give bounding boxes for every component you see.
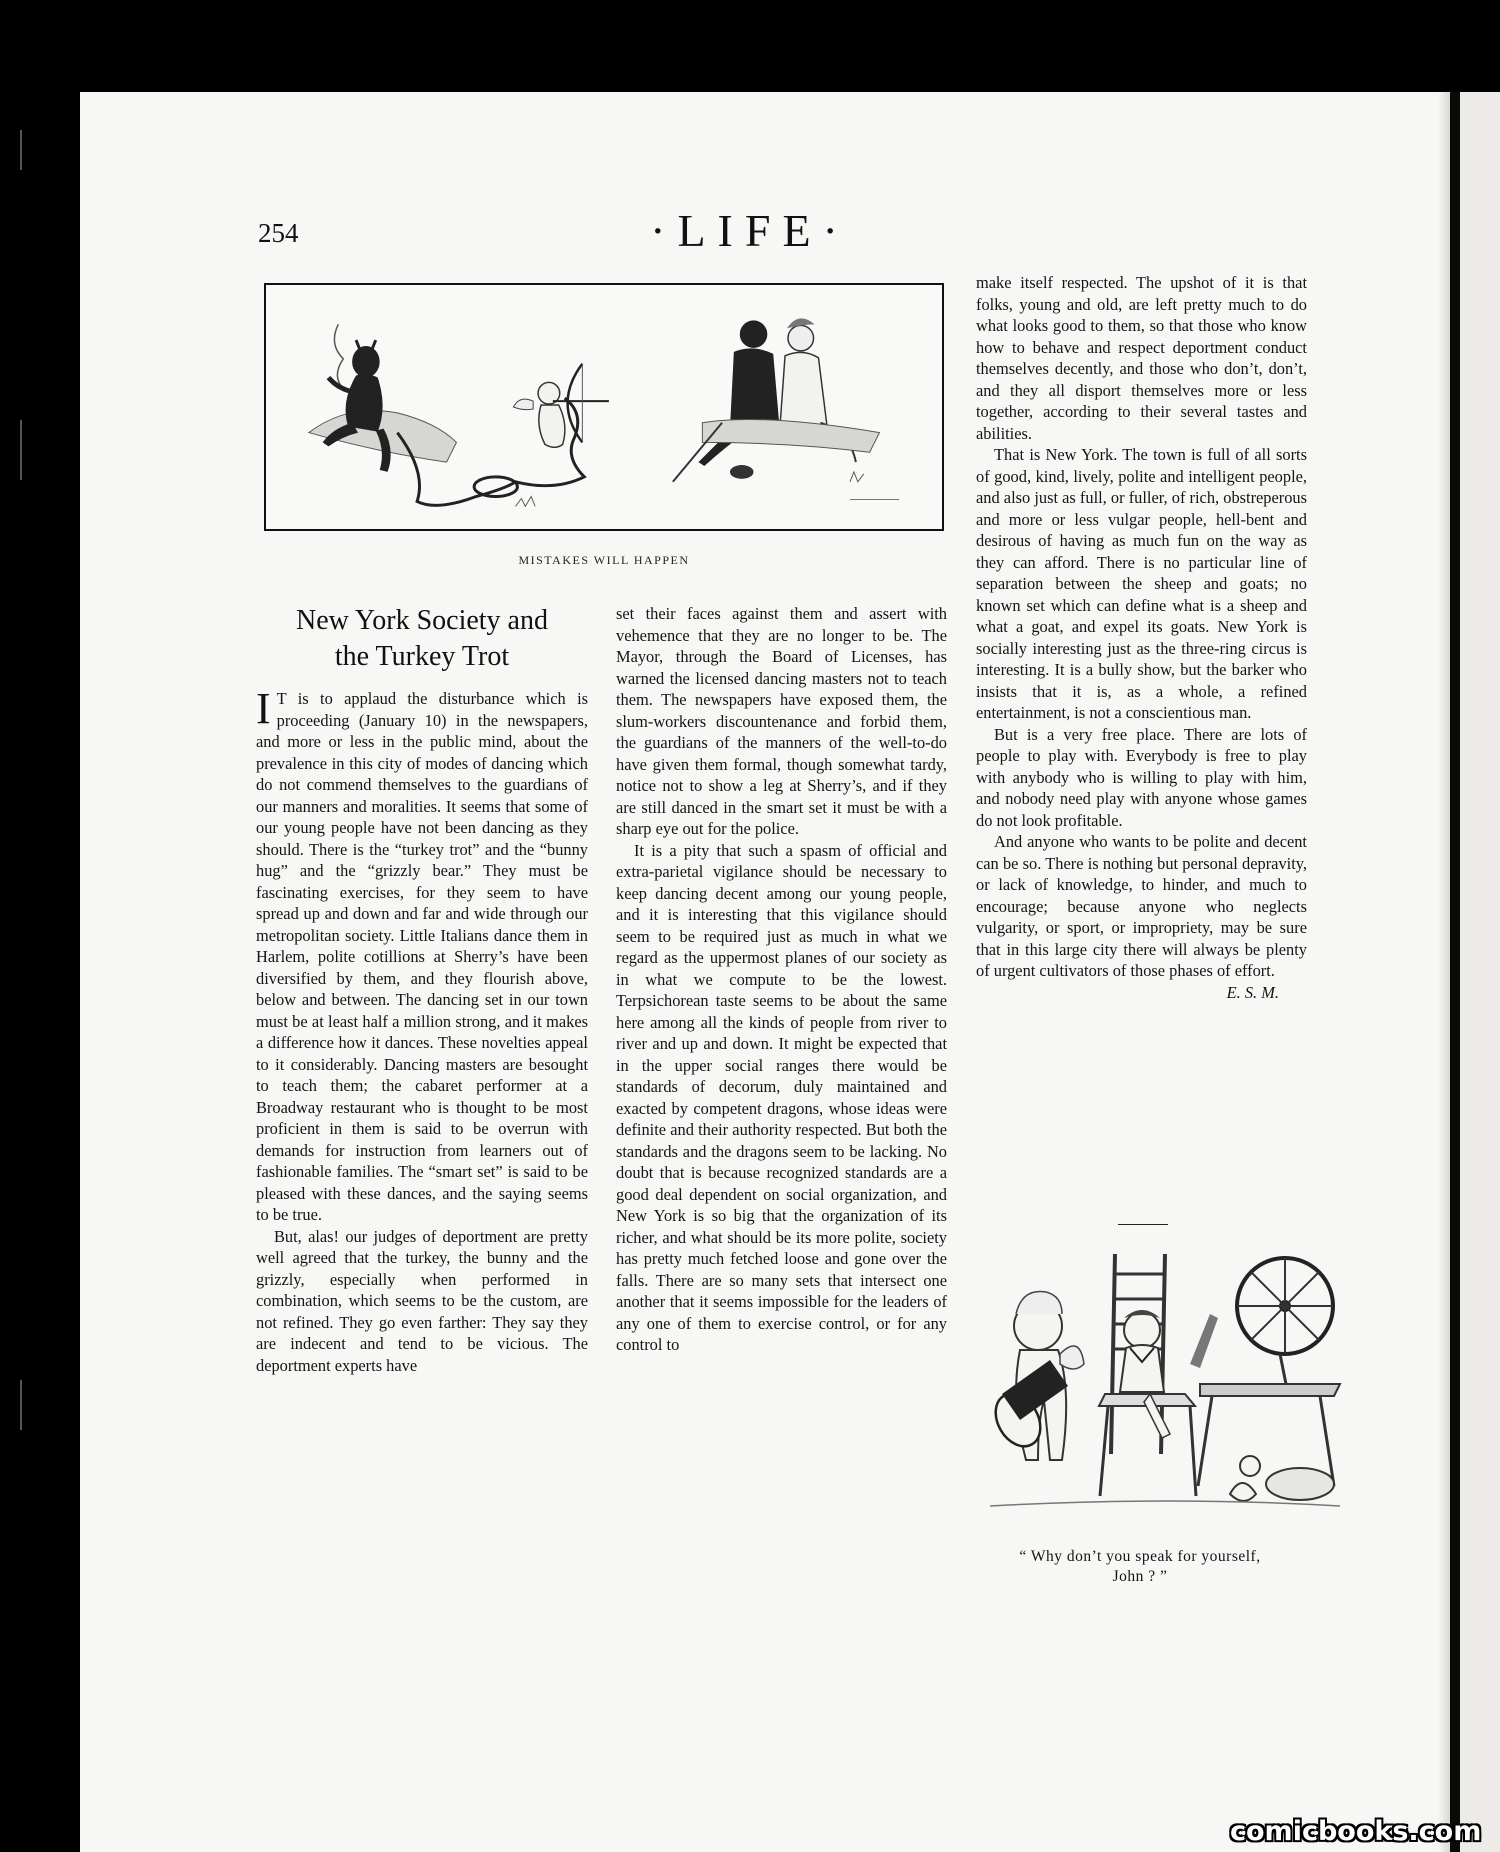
article-paragraph: It is a pity that such a spasm of official and extra-parietal vigilance should be necessary to keep dancing decent among our young people, and it is interesting that this vigilance should seem to be required just as much in what we regard as the uppermost planes of our society as in what we compute to be the lowest. Terpsichorean taste seems to be about the same here among all the kinds of people from river to river and up and down. It might be expected that in the upper social ranges there would be standards of decorum, duly maintained and exacted by competent dragons, whose ideas were definite and their authority respected. But both the standards and the dragons seem to be lacking. No doubt that is because recognized standards are a good deal dependent on social organization, and New York is so big that the organization of its richer, and what should be its more polite, society has pretty much fetched loose and gone over the falls. There are so many sets that intersect one another that it seems impossible for the leaders of any one of them to exercise control, or for any control to [616,840,947,1354]
cupid-child-spinning-wheel-illustration [980,1244,1352,1530]
page-number: 254 [258,218,299,248]
next-page-edge [1460,92,1500,1852]
article-column-3 [976,272,1307,1003]
article-paragraph: set their faces against them and assert with vehemence that they are no longer to be. The Mayor, through the Board of Licenses, has warned the licensed dancing masters not to teach them. The newspapers have exposed them, the slum-workers discountenance and forbid them, the guardians of the manners of the well-to-do have given them formal, though somewhat tardy, notice not to show a leg at Sherry’s, and if they are still danced in the smart set it must be with a sharp eye out for the police. [616,604,947,838]
cartoon-caption: MISTAKES WILL HAPPEN [518,553,690,567]
article-column-1 [256,684,588,1376]
article-paragraph: But, alas! our judges of deportment are pretty well agreed that the turkey, the bunny and the grizzly, especially when performed in combination, which seems to be the custom, are not refined. They go even farther: They say they are indecent and tend to be vicious. The deportment experts have [256,1226,588,1375]
book-spine [1450,92,1460,1852]
article-paragraph: And anyone who wants to be polite and decent can be so. There is nothing but personal depravity, or lack of knowledge, to hinder, and much to encourage; because anyone who neglects vulgarity, or sport, or impropriety, may be sure that in this large city there will always be plenty of urgent cultivators of those phases of effort. [976,832,1307,980]
paragraph-text: T is to applaud the disturbance which is proceeding (January 10) in the newspapers, and more or less in the public mind, about the prevalence in this city of modes of dancing which do not commend themselves to the guardians of our manners and moralities. It seems that some of our young people have not been dancing as they should. There is the “turkey trot” and the “bunny hug” and the “grizzly bear.” They must be fascinating exercises, for they seem to have spread up and down and far and wide through our metropolitan society. Little Italians dance them in Harlem, polite cotillions at Sherry’s have been diversified by them, and they flourish above, below and between. The dancing set in our town must be at least half a million strong, and it makes a difference how it dances. These novelties appeal to it considerably. Dancing masters are besought to teach them; the cabaret performer at a Broadway restaurant who is thought to be most proficient in them is said to be overrun with demands for instruction from learners out of fashionable families. The “smart set” is said to be pleased with these dances, and the saying seems to be true. [256,689,588,1224]
headline-line: New York Society and [296,605,548,636]
drop-cap: I [256,684,271,733]
scan-speck [20,420,22,480]
cartoon-mistakes-will-happen [264,283,944,531]
section-divider [1118,1224,1168,1225]
caption-line: John ? ” [1112,1568,1168,1585]
cartoon-caption [970,1547,1310,1587]
page-edge-shadow [1438,92,1450,1852]
article-headline [256,603,588,675]
scan-speck [20,130,22,170]
cupid-archer-and-couple-illustration [266,285,942,529]
scan-speck [20,1380,22,1430]
watermark-logo: comicbooks.com [1230,1816,1482,1847]
author-signature: E. S. M. [1226,982,1279,1002]
article-column-2 [616,603,947,1356]
headline-line: the Turkey Trot [334,641,510,672]
article-paragraph: But is a very free place. There are lots of people to play with. Everybody is free to play with anybody who is willing to play with him, and nobody need play with anyone whose games do not look profitable. [976,724,1307,830]
article-paragraph: make itself respected. The upshot of it is that folks, young and old, are left pretty much to do what looks good to them, so that those who know how to behave and respect deportment conduct themselves decently, and those who don’t, don’t, and they all disport themselves more or less together, according to their several tastes and abilities. [976,273,1307,443]
cartoon-spinning-wheel [980,1244,1352,1530]
caption-line: “ Why don’t you speak for yourself, [1019,1548,1261,1565]
article-paragraph [256,684,588,1226]
masthead-title: ·LIFE· [650,205,850,256]
article-paragraph: That is New York. The town is full of all sorts of good, kind, lively, polite and intelligent people, and also just as full, or fuller, of rich, obstreperous and more or less vulgar people, hell-bent and desirous of having as much fun on the way as they can afford. There is no particular line of separation between the sheep and goats; no known set which can define what is a sheep and what a goat, and expel its goats. New York is socially interesting just as the three-ring circus is interesting. It is a bully show, but the barker who insists that it is, as a whole, a refined entertainment, is not a conscientious man. [976,445,1307,722]
